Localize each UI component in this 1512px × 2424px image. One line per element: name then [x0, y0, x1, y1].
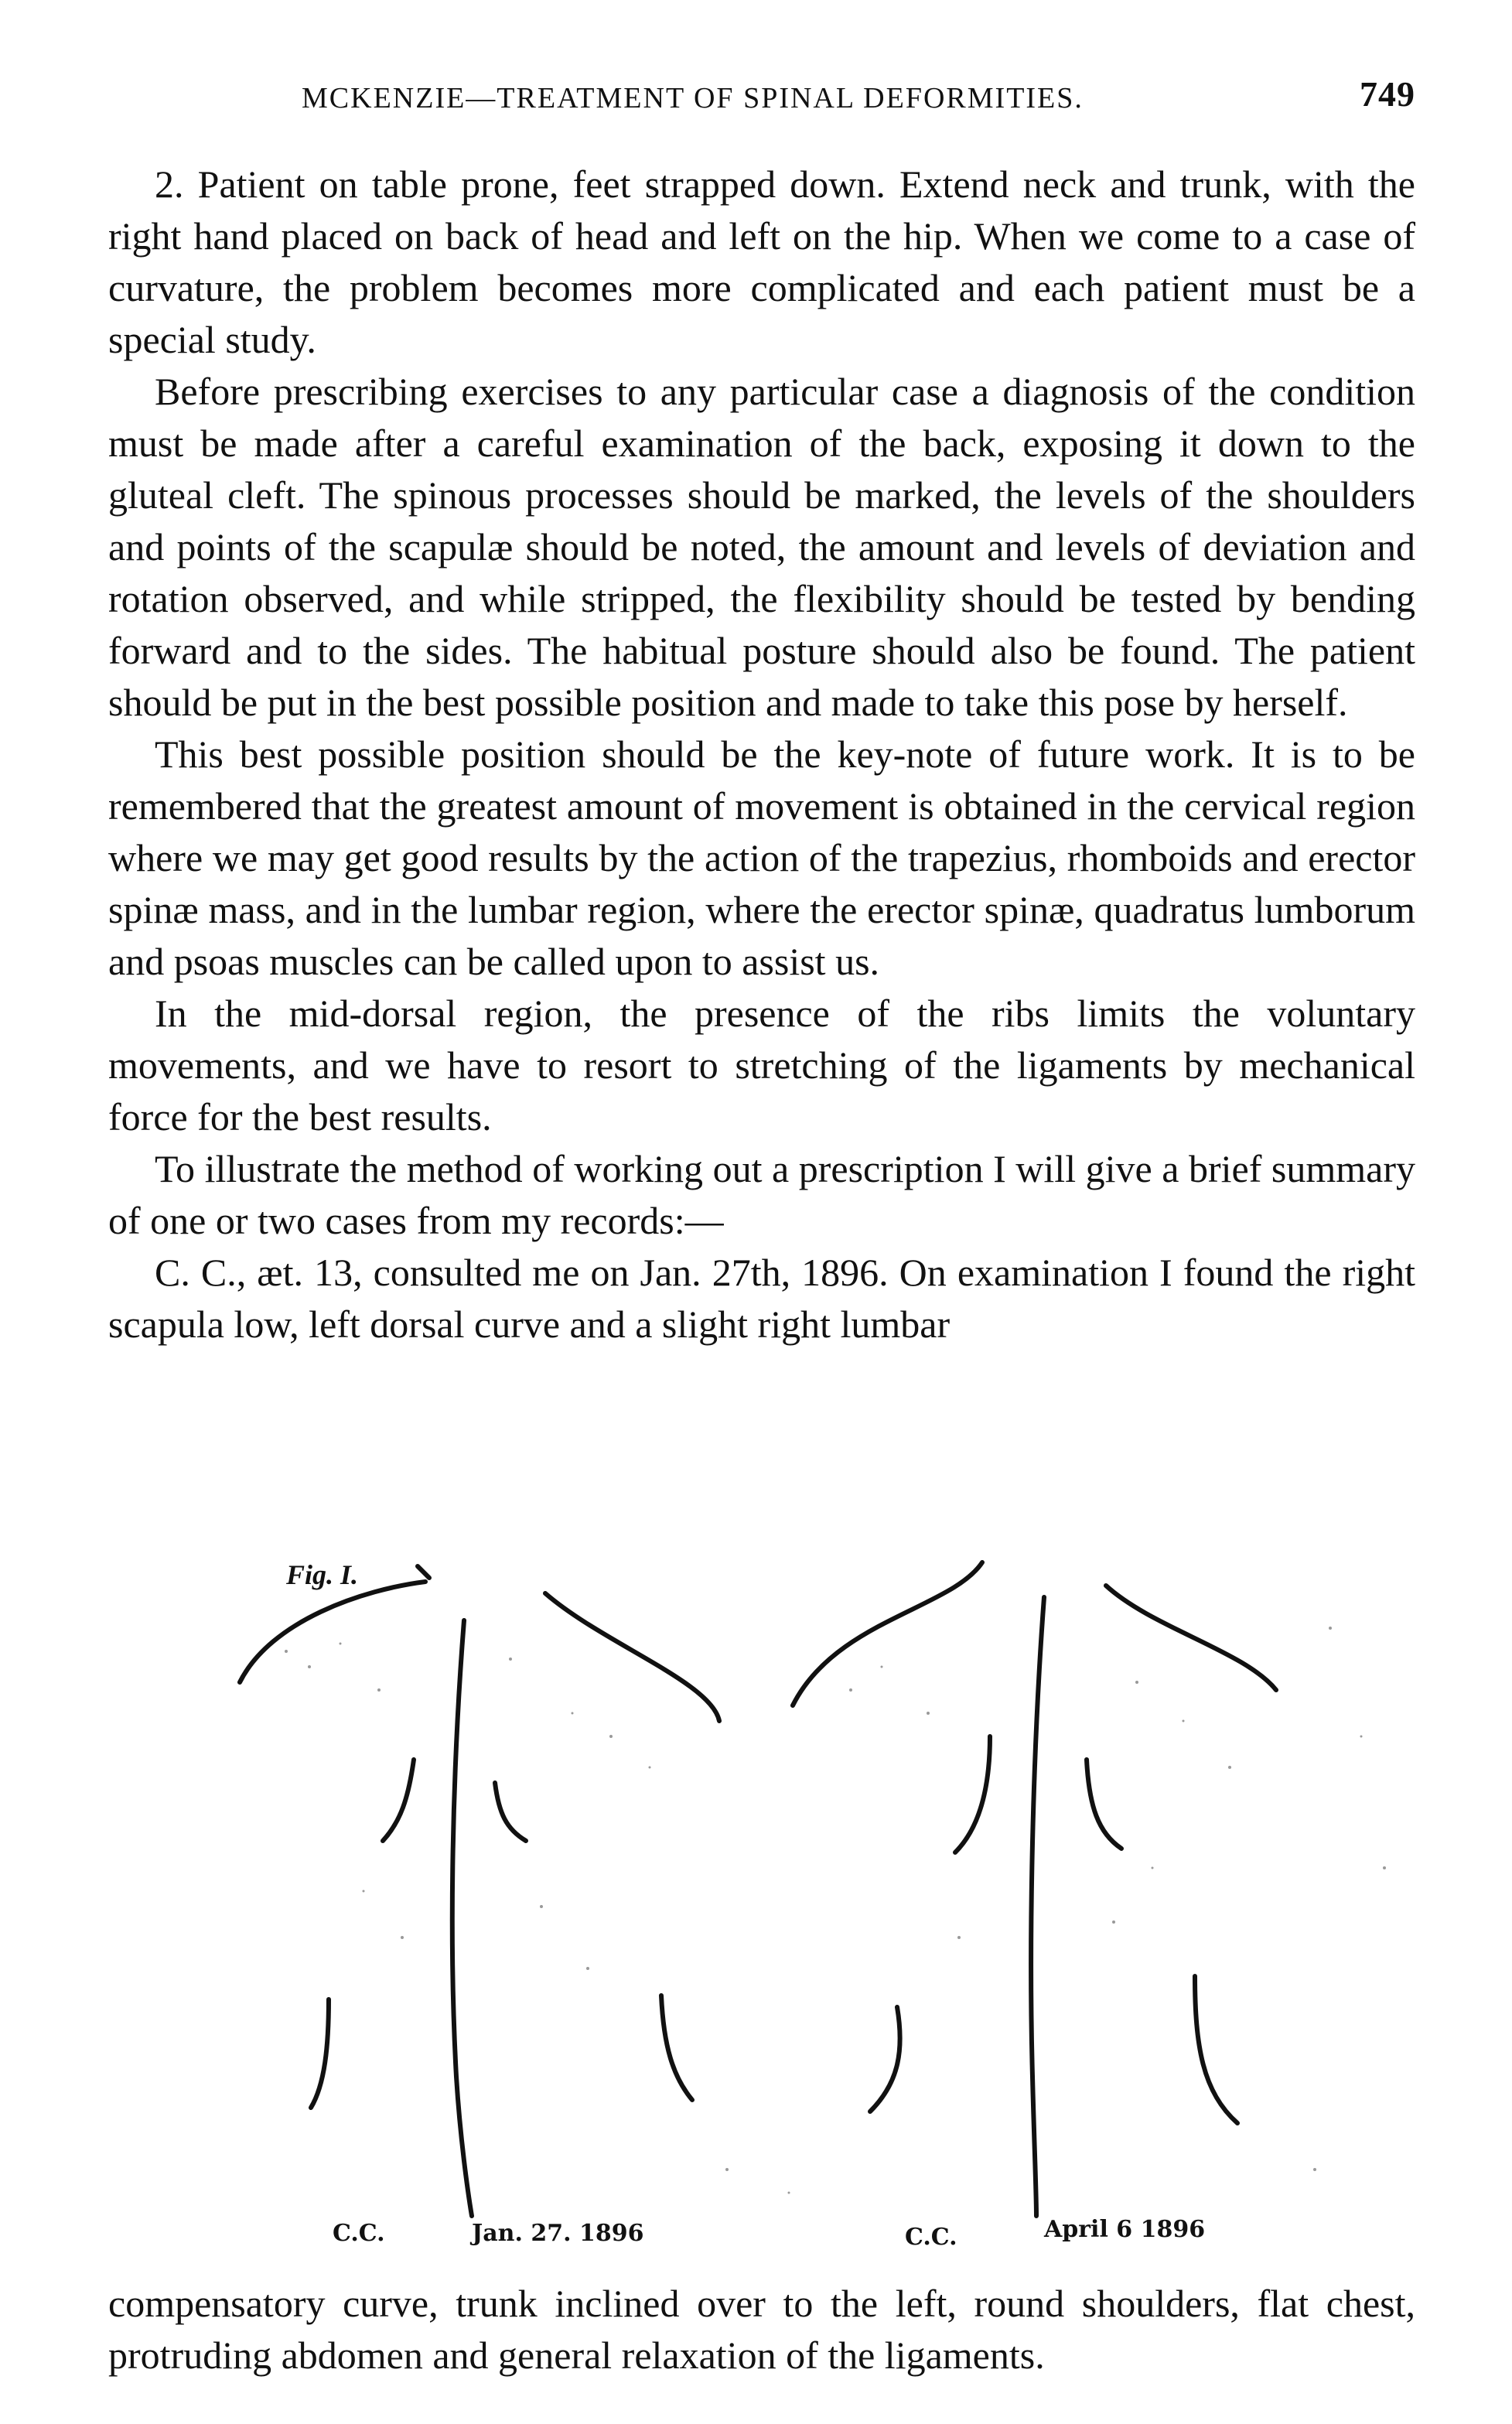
- figure-label: Fig. I.: [286, 1559, 359, 1590]
- body-text-continued: [108, 2278, 1415, 2381]
- paragraph: This best possible position should be the key-note of future work. It is to be remembered that the greatest amount of movement is obtained in the cervical region where we may get good results by the action of the trapezius, rhomboids and erector spinæ mass, and in the lumbar region, where the erector spinæ, quadratus lumborum and psoas muscles can be called upon to assist us.: [108, 732, 1415, 983]
- right-figure-spine: [1031, 1597, 1044, 2216]
- page-header: [108, 73, 1415, 128]
- right-figure-right-flank: [1195, 1976, 1237, 2123]
- right-figure-left-flank: [870, 2007, 900, 2112]
- paragraph: In the mid-dorsal region, the presence of the ribs limits the voluntary movements, and we have to resort to stretching of the ligaments by mechanical force for the best results.: [108, 992, 1415, 1139]
- left-figure-right-scapula: [495, 1783, 526, 1841]
- paragraph: To illustrate the method of working out a prescription I will give a brief summary of one or two cases from my records:—: [108, 1147, 1415, 1242]
- running-head: MCKENZIE—TREATMENT OF SPINAL DEFORMITIES.: [302, 82, 1084, 114]
- back-outline-drawing: [108, 1535, 1439, 2262]
- caption-left-date: Jan. 27. 1896: [472, 2220, 644, 2247]
- left-figure-left-shoulder: [240, 1582, 425, 1682]
- caption-right-date: April 6 1896: [1044, 2216, 1206, 2243]
- body-text: [108, 159, 1415, 1350]
- paragraph: 2. Patient on table prone, feet strapped down. Extend neck and trunk, with the right hand placed on back of head and left on the hip. When we come to a case of curvature, the problem becomes more complicated and each patient must be a special study.: [108, 162, 1415, 361]
- caption-right-initials: C.C.: [905, 2224, 957, 2251]
- left-figure-neck-mark: [418, 1566, 429, 1578]
- left-figure-left-scapula: [383, 1760, 414, 1841]
- right-figure-right-scapula: [1087, 1760, 1121, 1849]
- paragraph: C. C., æt. 13, consulted me on Jan. 27th, 1896. On examination I found the right scapula low, left dorsal curve and a slight right lumbar: [108, 1251, 1415, 1346]
- right-figure-right-shoulder: [1106, 1586, 1276, 1690]
- paragraph-continuation: compensatory curve, trunk inclined over to the left, round shoulders, flat chest, protruding abdomen and general relaxation of the ligaments.: [108, 2282, 1415, 2377]
- caption-left-initials: C.C.: [333, 2220, 385, 2247]
- stipple-dots: [285, 1627, 1386, 2194]
- left-figure-right-shoulder: [545, 1593, 719, 1721]
- page-number: 749: [1360, 74, 1415, 114]
- right-figure-left-scapula: [955, 1736, 990, 1852]
- left-figure-right-flank: [661, 1996, 692, 2100]
- left-figure-spine: [452, 1620, 472, 2216]
- left-figure-left-flank: [311, 1999, 329, 2108]
- figure-back-outlines: [108, 1535, 1439, 2262]
- right-figure-left-shoulder: [793, 1562, 982, 1705]
- paragraph: Before prescribing exercises to any particular case a diagnosis of the condition must be made after a careful examination of the back, exposing it down to the gluteal cleft. The spinous processes should be marked, the levels of the shoulders and points of the scapulæ should be noted, the amount and levels of deviation and rotation observed, and while stripped, the flexibility should be tested by bending forward and to the sides. The habitual posture should also be found. The patient should be put in the best possible position and made to take this pose by herself.: [108, 370, 1415, 724]
